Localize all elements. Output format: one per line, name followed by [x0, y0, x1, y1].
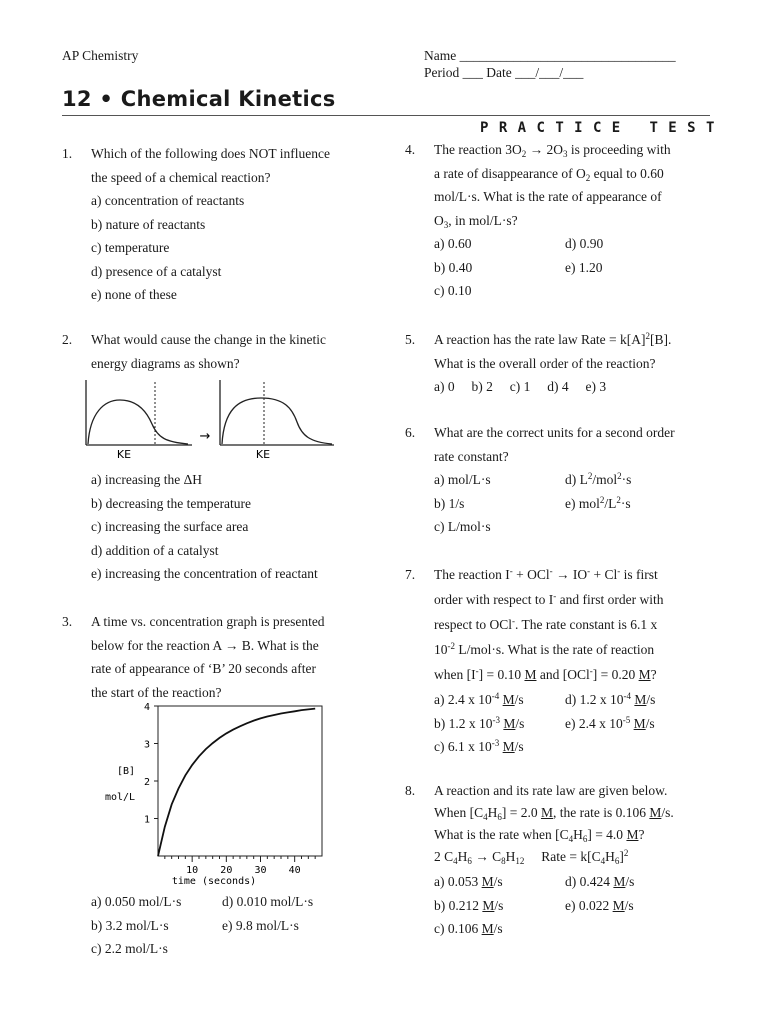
answer-option: d) 0.424 M/s	[565, 874, 635, 889]
question-number: 2.	[62, 332, 73, 347]
header-rule	[62, 115, 710, 116]
answer-row	[434, 279, 671, 303]
answer-option: d) $L^2/mol^2\cdot s$	[565, 471, 632, 487]
answer-option: b) 0.40	[434, 259, 473, 275]
question-number: 8.	[405, 783, 416, 798]
question-text: The reaction I- + OCl- → IO- + Cl- is first	[434, 566, 658, 582]
answer-option: b) 1.2 x $10^{-3}$ M/s	[434, 714, 525, 731]
ke-diagram-after	[220, 380, 334, 461]
answer-row	[434, 468, 675, 492]
kinetic-energy-diagrams	[80, 378, 340, 466]
answer-option: a) 0.053 M/s	[434, 874, 503, 889]
series-line	[158, 709, 315, 856]
question-text: What are the correct units for a second order	[434, 425, 675, 440]
question-text: a rate of disappearance of $O_2$ equal to 0.60	[434, 165, 664, 183]
question-text: $10^{-2}$ L/mol·s. What is the rate of reaction	[434, 641, 655, 657]
page-title: 12 • Chemical Kinetics	[62, 87, 336, 111]
answer-row	[434, 871, 674, 895]
y-tick-label: 3	[143, 739, 150, 751]
x-tick-label: 20	[220, 865, 233, 876]
answer-option: c) 6.1 x $10^{-3}$ M/s	[434, 738, 524, 754]
question-3-options	[91, 890, 391, 961]
question-text: Which of the following does NOT influence	[91, 146, 330, 161]
y-tick-label: 4	[143, 702, 150, 713]
answer-option: c) 2.2 mol/L·s	[91, 941, 168, 956]
question-text: $O_3$, in mol/L·s?	[434, 212, 518, 230]
question-text: What is the overall order of the reaction?	[434, 355, 656, 371]
question-text: What is the rate when $[C_4H_6] = 4.0$ M?	[434, 827, 645, 844]
question-text: A reaction and its rate law are given below.	[434, 783, 668, 798]
period-date-field: Period ___ Date ___/___/___	[424, 65, 584, 80]
question-number: 1.	[62, 146, 73, 161]
question-number: 7.	[405, 567, 416, 582]
answer-option: e) $mol^2/L^2\cdot s$	[565, 494, 631, 511]
answer-option: d) 0.010 mol/L·s	[222, 894, 314, 909]
answer-row	[434, 735, 663, 759]
question-number: 6.	[405, 425, 416, 440]
arrow-icon: →	[199, 429, 211, 444]
answer-row	[434, 918, 674, 942]
course-name: AP Chemistry	[62, 48, 139, 63]
answer-row	[434, 712, 663, 736]
answer-option: c) 0.106 M/s	[434, 921, 503, 936]
question-number: 5.	[405, 332, 416, 347]
name-field: Name ________________________________	[424, 48, 676, 63]
question-text: energy diagrams as shown?	[91, 355, 240, 371]
question-text: the start of the reaction?	[91, 684, 222, 700]
x-tick-label: 10	[186, 865, 199, 876]
question-number: 3.	[62, 614, 73, 629]
question-text: the speed of a chemical reaction?	[91, 169, 271, 185]
answer-option: c) 0.10	[434, 283, 472, 298]
answer-option: b) 1/s	[434, 495, 465, 511]
answer-option: a) increasing the ΔH	[91, 472, 203, 487]
answer-option: d) 0.90	[565, 236, 604, 251]
ke-axis-label: KE	[116, 448, 132, 461]
answer-option: e) 9.8 mol/L·s	[222, 917, 299, 933]
answer-row	[434, 256, 671, 280]
question-text: When $[C_4H_6] = 2.0$ M, the rate is 0.106 M/s.	[434, 805, 674, 822]
question-text: when [I-] = 0.10 M and [OCl-] = 0.20 M?	[434, 666, 657, 682]
practice-test-label: PRACTICE TEST	[480, 120, 725, 136]
x-axis-label: time (seconds)	[171, 876, 257, 887]
y-axis-unit: mol/L	[104, 792, 136, 803]
answer-row	[434, 895, 674, 919]
answer-row	[434, 688, 663, 712]
answer-option: e) 2.4 x $10^{-5}$ M/s	[565, 714, 655, 731]
answer-option: a) concentration of reactants	[91, 193, 245, 208]
x-tick-label: 40	[288, 865, 301, 876]
answer-option: d) addition of a catalyst	[91, 542, 219, 558]
reaction-equation: 2 $C_4H_6 \to C_8H_{12}$ Rate = $k[C_4H_6]^2$	[434, 848, 629, 866]
answer-option: b) 0.212 M/s	[434, 897, 504, 913]
concentration-time-chart	[96, 698, 336, 890]
y-tick-label: 2	[143, 777, 150, 788]
question-number: 4.	[405, 142, 416, 157]
answer-row	[434, 492, 675, 516]
answer-row	[434, 515, 675, 539]
answer-row	[434, 232, 671, 256]
answer-option: e) none of these	[91, 287, 177, 302]
x-tick-label: 30	[254, 865, 267, 876]
answer-option: c) increasing the surface area	[91, 519, 249, 534]
answer-option: c) L/mol·s	[434, 519, 491, 534]
question-text: The reaction $3O_2 \to 2O_3$ is proceeding with	[434, 142, 671, 159]
answer-option: a) 2.4 x $10^{-4}$ M/s	[434, 691, 524, 707]
question-text: What would cause the change in the kinetic	[91, 332, 327, 347]
answer-option: b) 3.2 mol/L·s	[91, 917, 169, 933]
answer-option: a) mol/L·s	[434, 472, 491, 487]
answer-option: d) presence of a catalyst	[91, 263, 222, 279]
ke-diagram-before	[86, 380, 192, 461]
question-2-options	[91, 468, 391, 586]
answer-option: a) 0.050 mol/L·s	[91, 894, 182, 909]
question-text: A time vs. concentration graph is presented	[91, 614, 325, 629]
y-axis-label: [B]	[116, 766, 136, 777]
question-text: rate constant?	[434, 448, 509, 464]
answer-option: b) nature of reactants	[91, 216, 206, 232]
answer-option: d) 1.2 x $10^{-4}$ M/s	[565, 691, 656, 707]
answer-option: e) 1.20	[565, 259, 603, 275]
question-text: order with respect to I- and first order with	[434, 591, 664, 607]
question-text: mol/L·s. What is the rate of appearance of	[434, 189, 662, 204]
answer-row: a) 0 b) 2 c) 1 d) 4 e) 3	[434, 379, 607, 394]
answer-option: e) increasing the concentration of reactant	[91, 566, 318, 581]
y-tick-label: 1	[143, 814, 150, 826]
question-text: respect to OCl-. The rate constant is 6.1 x	[434, 616, 658, 632]
answer-option: a) 0.60	[434, 236, 472, 251]
question-text: rate of appearance of ‘B’ 20 seconds after	[91, 661, 317, 676]
answer-option: e) 0.022 M/s	[565, 897, 634, 913]
question-text: below for the reaction A → B. What is the	[91, 637, 319, 653]
question-text: A reaction has the rate law Rate = $k[A]^2[B]$.	[434, 331, 672, 347]
answer-option: c) temperature	[91, 240, 170, 255]
answer-option: b) decreasing the temperature	[91, 495, 252, 511]
ke-axis-label: KE	[255, 448, 271, 461]
